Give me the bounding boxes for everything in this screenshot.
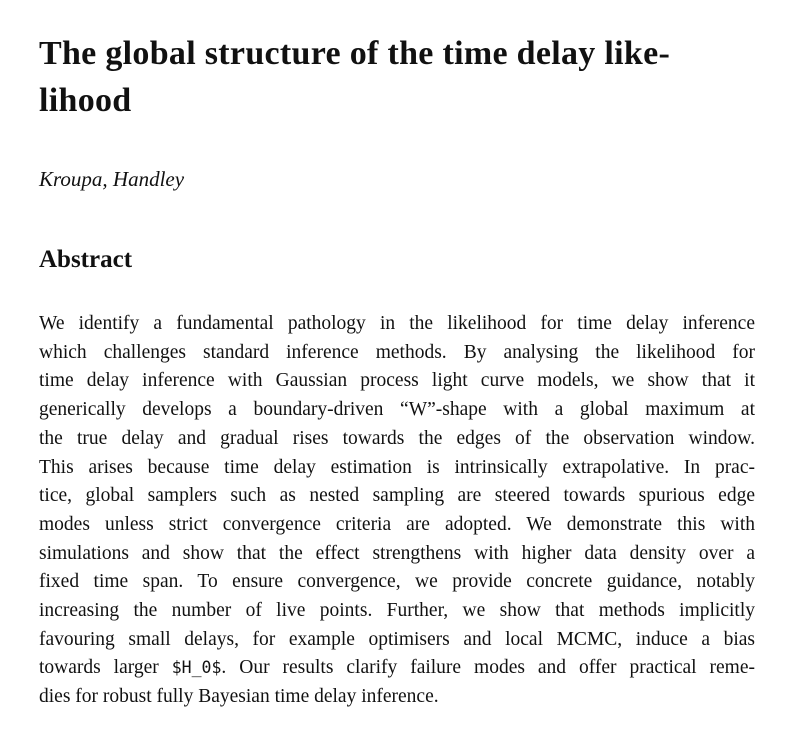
abstract-line: increasing the number of live points. Further, we show that methods implicitly (39, 600, 755, 622)
abstract-line: fixed time span. To ensure convergence, we provide concrete guidance, notably (39, 571, 755, 593)
paper-authors: Kroupa, Handley (39, 167, 185, 191)
abstract-line: tice, global samplers such as nested sampling are steered towards spurious edge (39, 485, 755, 507)
abstract-line-with-code (39, 654, 755, 683)
paper-title-line: lihood (39, 82, 132, 119)
abstract-line: simulations and show that the effect strengthens with higher data density over a (39, 542, 755, 564)
abstract-line: which challenges standard inference methods. By analysing the likelihood for (39, 341, 755, 363)
paper-title-line: The global structure of the time delay like- (39, 35, 671, 72)
abstract-body (39, 310, 755, 712)
abstract-line: time delay inference with Gaussian process light curve models, we show that it (39, 370, 755, 392)
abstract-text-fragment: towards larger (39, 657, 172, 679)
abstract-line: We identify a fundamental pathology in the likelihood for time delay inference (39, 313, 755, 334)
paper-page (39, 30, 755, 712)
abstract-text-fragment: . Our results clarify failure modes and offer practical reme- (221, 657, 755, 679)
abstract-line: favouring small delays, for example optimisers and local MCMC, induce a bias (39, 628, 755, 650)
abstract-line: This arises because time delay estimation is intrinsically extrapolative. In prac- (39, 456, 755, 478)
abstract-line: modes unless strict convergence criteria are adopted. We demonstrate this with (39, 513, 755, 535)
abstract-line: generically develops a boundary-driven “W”-shape with a global maximum at (39, 399, 755, 421)
abstract-heading: Abstract (39, 246, 133, 273)
abstract-line: the true delay and gradual rises towards the edges of the observation window. (39, 427, 755, 449)
paper-title (39, 30, 755, 124)
inline-code-h0: $H_0$ (171, 658, 222, 678)
abstract-line: dies for robust fully Bayesian time delay inference. (39, 686, 439, 708)
